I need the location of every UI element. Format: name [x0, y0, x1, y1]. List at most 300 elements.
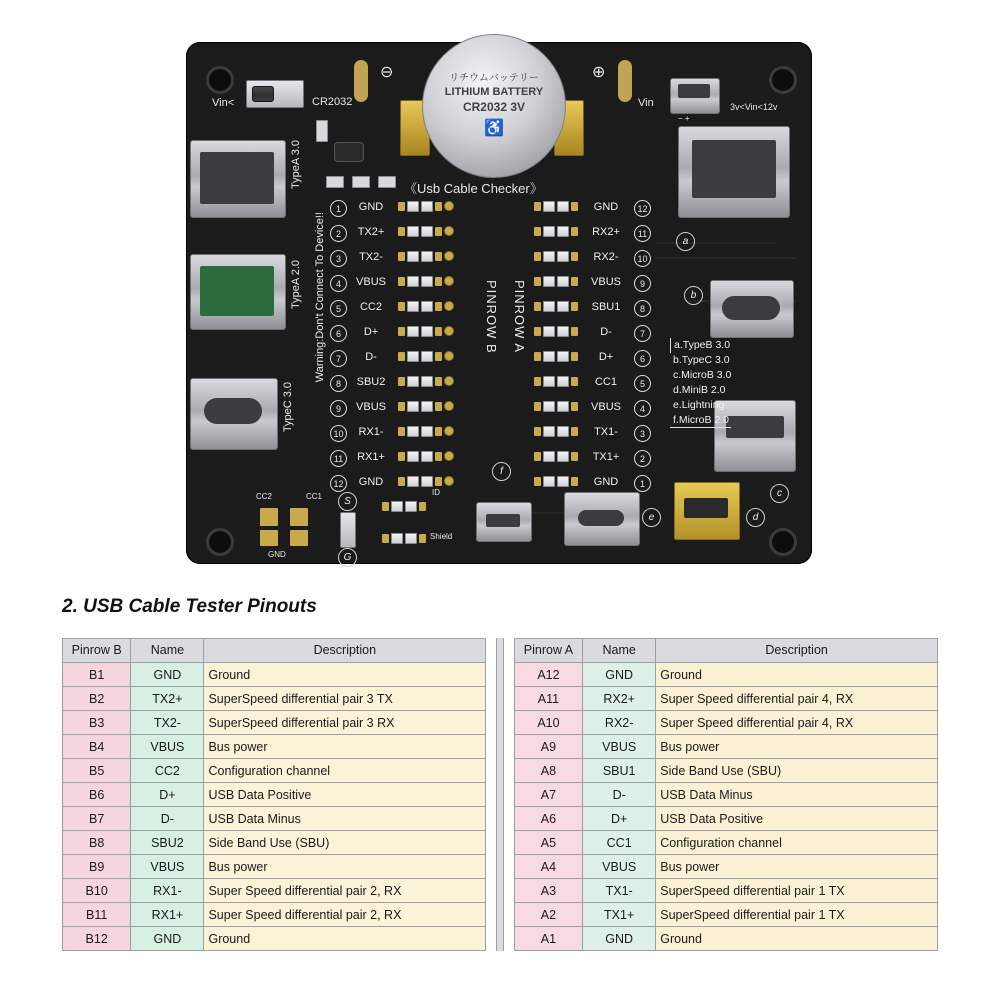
- led: [407, 301, 419, 312]
- pin-number: 1: [634, 475, 651, 492]
- solder-pad: [571, 352, 578, 361]
- table-row: [63, 903, 486, 927]
- cell-description: SuperSpeed differential pair 1 TX: [656, 879, 938, 903]
- pin-number: 11: [330, 450, 347, 467]
- pcb-trace: [656, 257, 796, 259]
- cell-name: TX2+: [131, 687, 204, 711]
- cell-description: Configuration channel: [204, 759, 486, 783]
- cell-description: USB Data Positive: [656, 807, 938, 831]
- solder-pad: [571, 377, 578, 386]
- led: [421, 451, 433, 462]
- solder-pad: [435, 352, 442, 361]
- pin-number: 4: [634, 400, 651, 417]
- table-row: [514, 711, 937, 735]
- led-indicator-row: [382, 532, 426, 544]
- table-row: [514, 879, 937, 903]
- solder-pad: [571, 327, 578, 336]
- led: [543, 426, 555, 437]
- cell-pin: B8: [63, 831, 131, 855]
- table-row: [63, 687, 486, 711]
- pin-number: 3: [330, 250, 347, 267]
- cell-description: Super Speed differential pair 4, RX: [656, 711, 938, 735]
- cell-pin: A9: [514, 735, 582, 759]
- solder-oval: [618, 60, 632, 102]
- solder-pad: [571, 402, 578, 411]
- led: [421, 326, 433, 337]
- solder-pad: [435, 377, 442, 386]
- table-row: [63, 879, 486, 903]
- silk-cc2: CC2: [256, 492, 273, 501]
- cell-pin: A7: [514, 783, 582, 807]
- solder-pad: [534, 227, 541, 236]
- cell-name: TX2-: [131, 711, 204, 735]
- pinout-tables: [62, 638, 938, 951]
- led: [407, 276, 419, 287]
- smd-resistor: [316, 120, 328, 142]
- solder-pad: [260, 508, 278, 526]
- pin-number: 8: [634, 300, 651, 317]
- led: [557, 351, 569, 362]
- led: [543, 476, 555, 487]
- silk-gnd-bottom: GND: [268, 550, 286, 559]
- pin-number: 11: [634, 225, 651, 242]
- cell-name: GND: [583, 663, 656, 687]
- led: [557, 426, 569, 437]
- led: [557, 401, 569, 412]
- pin-number: 6: [330, 325, 347, 342]
- type-a-20-slot: [200, 266, 274, 316]
- cell-pin: A5: [514, 831, 582, 855]
- solder-pad: [398, 352, 405, 361]
- solder-pad: [534, 352, 541, 361]
- connector-mark-d: d: [746, 508, 765, 527]
- cell-name: D+: [131, 783, 204, 807]
- led: [405, 533, 417, 544]
- led: [407, 451, 419, 462]
- cell-name: D-: [131, 807, 204, 831]
- solder-pad: [534, 277, 541, 286]
- cell-name: GND: [131, 663, 204, 687]
- led: [391, 501, 403, 512]
- solder-pad: [534, 202, 541, 211]
- led-indicator-row: [398, 375, 442, 387]
- silk-g-marker: G: [338, 548, 357, 567]
- led-indicator-row: [534, 350, 578, 362]
- pin-name: RX1+: [357, 451, 385, 463]
- solder-pad: [398, 252, 405, 261]
- pin-name: SBU2: [356, 376, 386, 388]
- cell-pin: B2: [63, 687, 131, 711]
- cell-name: GND: [131, 927, 204, 951]
- pin-number: 3: [634, 425, 651, 442]
- cell-description: Ground: [204, 663, 486, 687]
- led-indicator-row: [398, 200, 442, 212]
- via: [444, 426, 454, 436]
- smd-resistor: [378, 176, 396, 188]
- cell-description: Bus power: [204, 855, 486, 879]
- led-indicator-row: [398, 450, 442, 462]
- pin-name: VBUS: [356, 401, 386, 413]
- pin-number: 8: [330, 375, 347, 392]
- cell-name: CC2: [131, 759, 204, 783]
- silk-id: ID: [432, 488, 440, 497]
- cell-description: Bus power: [656, 735, 938, 759]
- cell-pin: A4: [514, 855, 582, 879]
- led-indicator-row: [398, 400, 442, 412]
- silk-vin-right: Vin: [638, 97, 654, 109]
- via: [444, 276, 454, 286]
- solder-pad: [290, 530, 308, 546]
- cell-name: VBUS: [583, 735, 656, 759]
- led-indicator-row: [398, 275, 442, 287]
- table-row: [514, 759, 937, 783]
- led-indicator-row: [398, 425, 442, 437]
- power-switch-body: [252, 86, 274, 102]
- via: [444, 351, 454, 361]
- silk-cr2032: CR2032: [312, 96, 353, 108]
- mount-hole: [769, 528, 797, 556]
- led: [407, 351, 419, 362]
- connector-mark-a: a: [676, 232, 695, 251]
- legend-item-c: c.MicroB 3.0: [673, 368, 732, 381]
- cell-description: Side Band Use (SBU): [204, 831, 486, 855]
- led: [557, 201, 569, 212]
- cell-description: USB Data Minus: [656, 783, 938, 807]
- led: [407, 476, 419, 487]
- led-indicator-row: [534, 400, 578, 412]
- usb-cable-tester-board-image: [186, 42, 812, 564]
- led: [543, 201, 555, 212]
- connector-mark-f: f: [492, 462, 511, 481]
- micro-b-30-slot: [726, 416, 784, 438]
- solder-pad: [435, 277, 442, 286]
- jst-connector-slot: [678, 84, 710, 98]
- mount-hole: [206, 66, 234, 94]
- led-indicator-row: [382, 500, 426, 512]
- solder-pad: [571, 227, 578, 236]
- pin-name: D+: [598, 351, 614, 363]
- cell-name: RX1-: [131, 879, 204, 903]
- cell-description: Bus power: [204, 735, 486, 759]
- cell-name: SBU2: [131, 831, 204, 855]
- solder-pad: [534, 377, 541, 386]
- via: [444, 476, 454, 486]
- led: [421, 401, 433, 412]
- solder-pad: [435, 402, 442, 411]
- cell-name: D-: [583, 783, 656, 807]
- led: [407, 376, 419, 387]
- led-indicator-row: [398, 475, 442, 487]
- solder-pad: [571, 252, 578, 261]
- pin-number: 5: [634, 375, 651, 392]
- pin-number: 1: [330, 200, 347, 217]
- led: [407, 226, 419, 237]
- led-indicator-row: [534, 225, 578, 237]
- led-indicator-row: [398, 350, 442, 362]
- cell-description: Super Speed differential pair 2, RX: [204, 879, 486, 903]
- smd-resistor: [352, 176, 370, 188]
- silk-typec30: TypeC 3.0: [282, 382, 294, 433]
- cell-pin: A1: [514, 927, 582, 951]
- table-row: [63, 663, 486, 687]
- solder-pad: [534, 327, 541, 336]
- cell-name: SBU1: [583, 759, 656, 783]
- pin-number: 6: [634, 350, 651, 367]
- pin-name: TX2-: [359, 251, 383, 263]
- pinrow-b-table: [62, 638, 486, 951]
- cell-name: RX2+: [583, 687, 656, 711]
- connector-mark-e: e: [642, 508, 661, 527]
- table-row: [514, 735, 937, 759]
- solder-pad: [398, 227, 405, 236]
- silk-typea30: TypeA 3.0: [290, 140, 302, 189]
- column-header-description: Description: [656, 639, 938, 663]
- solder-pad: [435, 477, 442, 486]
- led-indicator-row: [534, 325, 578, 337]
- led: [557, 301, 569, 312]
- cell-description: SuperSpeed differential pair 3 TX: [204, 687, 486, 711]
- micro-b-20-slot: [486, 514, 520, 527]
- led: [557, 476, 569, 487]
- led: [407, 326, 419, 337]
- solder-pad: [398, 202, 405, 211]
- legend-item-a: a.TypeB 3.0: [670, 338, 731, 353]
- solder-pad: [398, 377, 405, 386]
- via: [444, 201, 454, 211]
- led-indicator-row: [398, 225, 442, 237]
- pin-name: D-: [365, 351, 377, 363]
- led: [407, 426, 419, 437]
- pin-name: RX2+: [592, 226, 620, 238]
- table-row: [63, 759, 486, 783]
- battery-recycle-icon: ♿: [484, 119, 504, 137]
- led: [543, 301, 555, 312]
- cell-pin: A2: [514, 903, 582, 927]
- led-indicator-row: [534, 425, 578, 437]
- solder-pad: [260, 530, 278, 546]
- legend-item-d: d.MiniB 2.0: [673, 383, 726, 396]
- table-row: [63, 735, 486, 759]
- table-row: [514, 855, 937, 879]
- cell-description: Super Speed differential pair 4, RX: [656, 687, 938, 711]
- led-indicator-row: [534, 475, 578, 487]
- led: [557, 376, 569, 387]
- cell-name: TX1+: [583, 903, 656, 927]
- solder-pad: [534, 252, 541, 261]
- pin-name: CC1: [594, 376, 617, 388]
- column-header-description: Description: [204, 639, 486, 663]
- cell-name: GND: [583, 927, 656, 951]
- pin-name: VBUS: [591, 401, 621, 413]
- smd-capacitor: [334, 142, 364, 162]
- led: [557, 326, 569, 337]
- solder-pad: [382, 534, 389, 543]
- cell-pin: B4: [63, 735, 131, 759]
- type-c-30-slot-left: [204, 398, 262, 424]
- battery-text-jp: リチウムバッテリー: [449, 73, 539, 85]
- cell-description: Side Band Use (SBU): [656, 759, 938, 783]
- column-header-name: Name: [131, 639, 204, 663]
- via: [444, 326, 454, 336]
- lightning-slot: [578, 510, 624, 526]
- pin-name: GND: [593, 201, 619, 213]
- pin-name: VBUS: [356, 276, 386, 288]
- solder-pad: [534, 477, 541, 486]
- led-indicator-row: [534, 300, 578, 312]
- led-indicator-row: [534, 375, 578, 387]
- table-row: [63, 711, 486, 735]
- solder-pad: [435, 452, 442, 461]
- led-indicator-row: [534, 275, 578, 287]
- solder-pad: [382, 502, 389, 511]
- pin-name: GND: [358, 476, 384, 488]
- cell-pin: B6: [63, 783, 131, 807]
- mini-b-20-slot: [684, 498, 728, 518]
- page-title: 2. USB Cable Tester Pinouts: [62, 596, 317, 617]
- solder-pad: [571, 302, 578, 311]
- solder-pad: [534, 452, 541, 461]
- table-row: [514, 831, 937, 855]
- led-indicator-row: [534, 450, 578, 462]
- silk-vin-left: Vin<: [212, 97, 235, 109]
- cell-pin: A6: [514, 807, 582, 831]
- via: [444, 376, 454, 386]
- silk-warning: Warning:Don't Connect To Device!!: [314, 212, 326, 383]
- pinrow-a-table: [514, 638, 938, 951]
- led: [543, 401, 555, 412]
- led: [557, 226, 569, 237]
- pin-number: 10: [634, 250, 651, 267]
- led: [405, 501, 417, 512]
- pin-number: 10: [330, 425, 347, 442]
- solder-pad: [398, 427, 405, 436]
- led: [421, 201, 433, 212]
- pin-name: CC2: [359, 301, 382, 313]
- cell-pin: B12: [63, 927, 131, 951]
- led-indicator-row: [398, 300, 442, 312]
- led: [421, 351, 433, 362]
- led-indicator-row: [534, 200, 578, 212]
- led-indicator-row: [534, 250, 578, 262]
- solder-pad: [571, 452, 578, 461]
- type-a-30-slot: [200, 152, 274, 204]
- cell-pin: B5: [63, 759, 131, 783]
- cell-description: Bus power: [656, 855, 938, 879]
- table-header-row: [63, 639, 486, 663]
- table-row: [63, 831, 486, 855]
- pin-name: GND: [358, 201, 384, 213]
- pin-name: VBUS: [591, 276, 621, 288]
- silk-plus-terminal: ⊕: [592, 64, 606, 81]
- led: [543, 351, 555, 362]
- pin-number: 7: [634, 325, 651, 342]
- cell-description: Configuration channel: [656, 831, 938, 855]
- cell-name: VBUS: [583, 855, 656, 879]
- silk-polarity: − +: [678, 114, 690, 123]
- solder-pad: [534, 302, 541, 311]
- solder-oval: [354, 60, 368, 102]
- table-row: [63, 855, 486, 879]
- pin-name: RX1-: [358, 426, 384, 438]
- via: [444, 251, 454, 261]
- connector-mark-b: b: [684, 286, 703, 305]
- solder-pad: [398, 402, 405, 411]
- table-row: [514, 927, 937, 951]
- pin-name: RX2-: [593, 251, 619, 263]
- cell-pin: A10: [514, 711, 582, 735]
- cell-name: VBUS: [131, 735, 204, 759]
- led: [557, 451, 569, 462]
- pin-number: 4: [330, 275, 347, 292]
- type-b-30-slot: [692, 140, 776, 198]
- table-row: [63, 807, 486, 831]
- connector-legend: [670, 338, 731, 428]
- silk-typea20: TypeA 2.0: [290, 260, 302, 309]
- cell-name: CC1: [583, 831, 656, 855]
- type-c-30-slot-right: [722, 296, 780, 320]
- table-row: [63, 783, 486, 807]
- silk-s-marker: S: [338, 492, 357, 511]
- led: [543, 276, 555, 287]
- led: [543, 451, 555, 462]
- column-header-pinrow-a: Pinrow A: [514, 639, 582, 663]
- battery-text-model: CR2032 3V: [462, 99, 526, 114]
- led: [543, 226, 555, 237]
- solder-pad: [398, 302, 405, 311]
- battery-text-en: LITHIUM BATTERY: [444, 85, 544, 98]
- solder-pad: [571, 277, 578, 286]
- led: [557, 276, 569, 287]
- connector-mark-c: c: [770, 484, 789, 503]
- led: [421, 426, 433, 437]
- led: [421, 376, 433, 387]
- solder-pad: [435, 227, 442, 236]
- cell-name: VBUS: [131, 855, 204, 879]
- silk-cc1: CC1: [306, 492, 323, 501]
- via: [444, 401, 454, 411]
- led: [407, 201, 419, 212]
- cell-description: SuperSpeed differential pair 3 RX: [204, 711, 486, 735]
- silk-board-title: 《Usb Cable Checker》: [404, 181, 543, 196]
- smd-resistor: [326, 176, 344, 188]
- led: [557, 251, 569, 262]
- solder-pad: [398, 477, 405, 486]
- pin-number: 12: [634, 200, 651, 217]
- pcb-trace: [656, 242, 776, 244]
- pin-number: 12: [330, 475, 347, 492]
- solder-pad: [435, 202, 442, 211]
- led: [421, 251, 433, 262]
- cell-description: SuperSpeed differential pair 1 TX: [656, 903, 938, 927]
- pin-number: 2: [634, 450, 651, 467]
- solder-pad: [534, 402, 541, 411]
- silk-minus-terminal: ⊖: [380, 64, 394, 81]
- table-row: [63, 927, 486, 951]
- silk-pinrow-b: PINROW B: [484, 280, 499, 354]
- cell-name: RX2-: [583, 711, 656, 735]
- cell-pin: B10: [63, 879, 131, 903]
- table-row: [514, 687, 937, 711]
- led: [543, 251, 555, 262]
- table-divider: [496, 638, 504, 951]
- cell-pin: A8: [514, 759, 582, 783]
- led-indicator-row: [398, 250, 442, 262]
- cell-description: USB Data Positive: [204, 783, 486, 807]
- pin-number: 9: [330, 400, 347, 417]
- pin-number: 2: [330, 225, 347, 242]
- pin-number: 9: [634, 275, 651, 292]
- led: [421, 226, 433, 237]
